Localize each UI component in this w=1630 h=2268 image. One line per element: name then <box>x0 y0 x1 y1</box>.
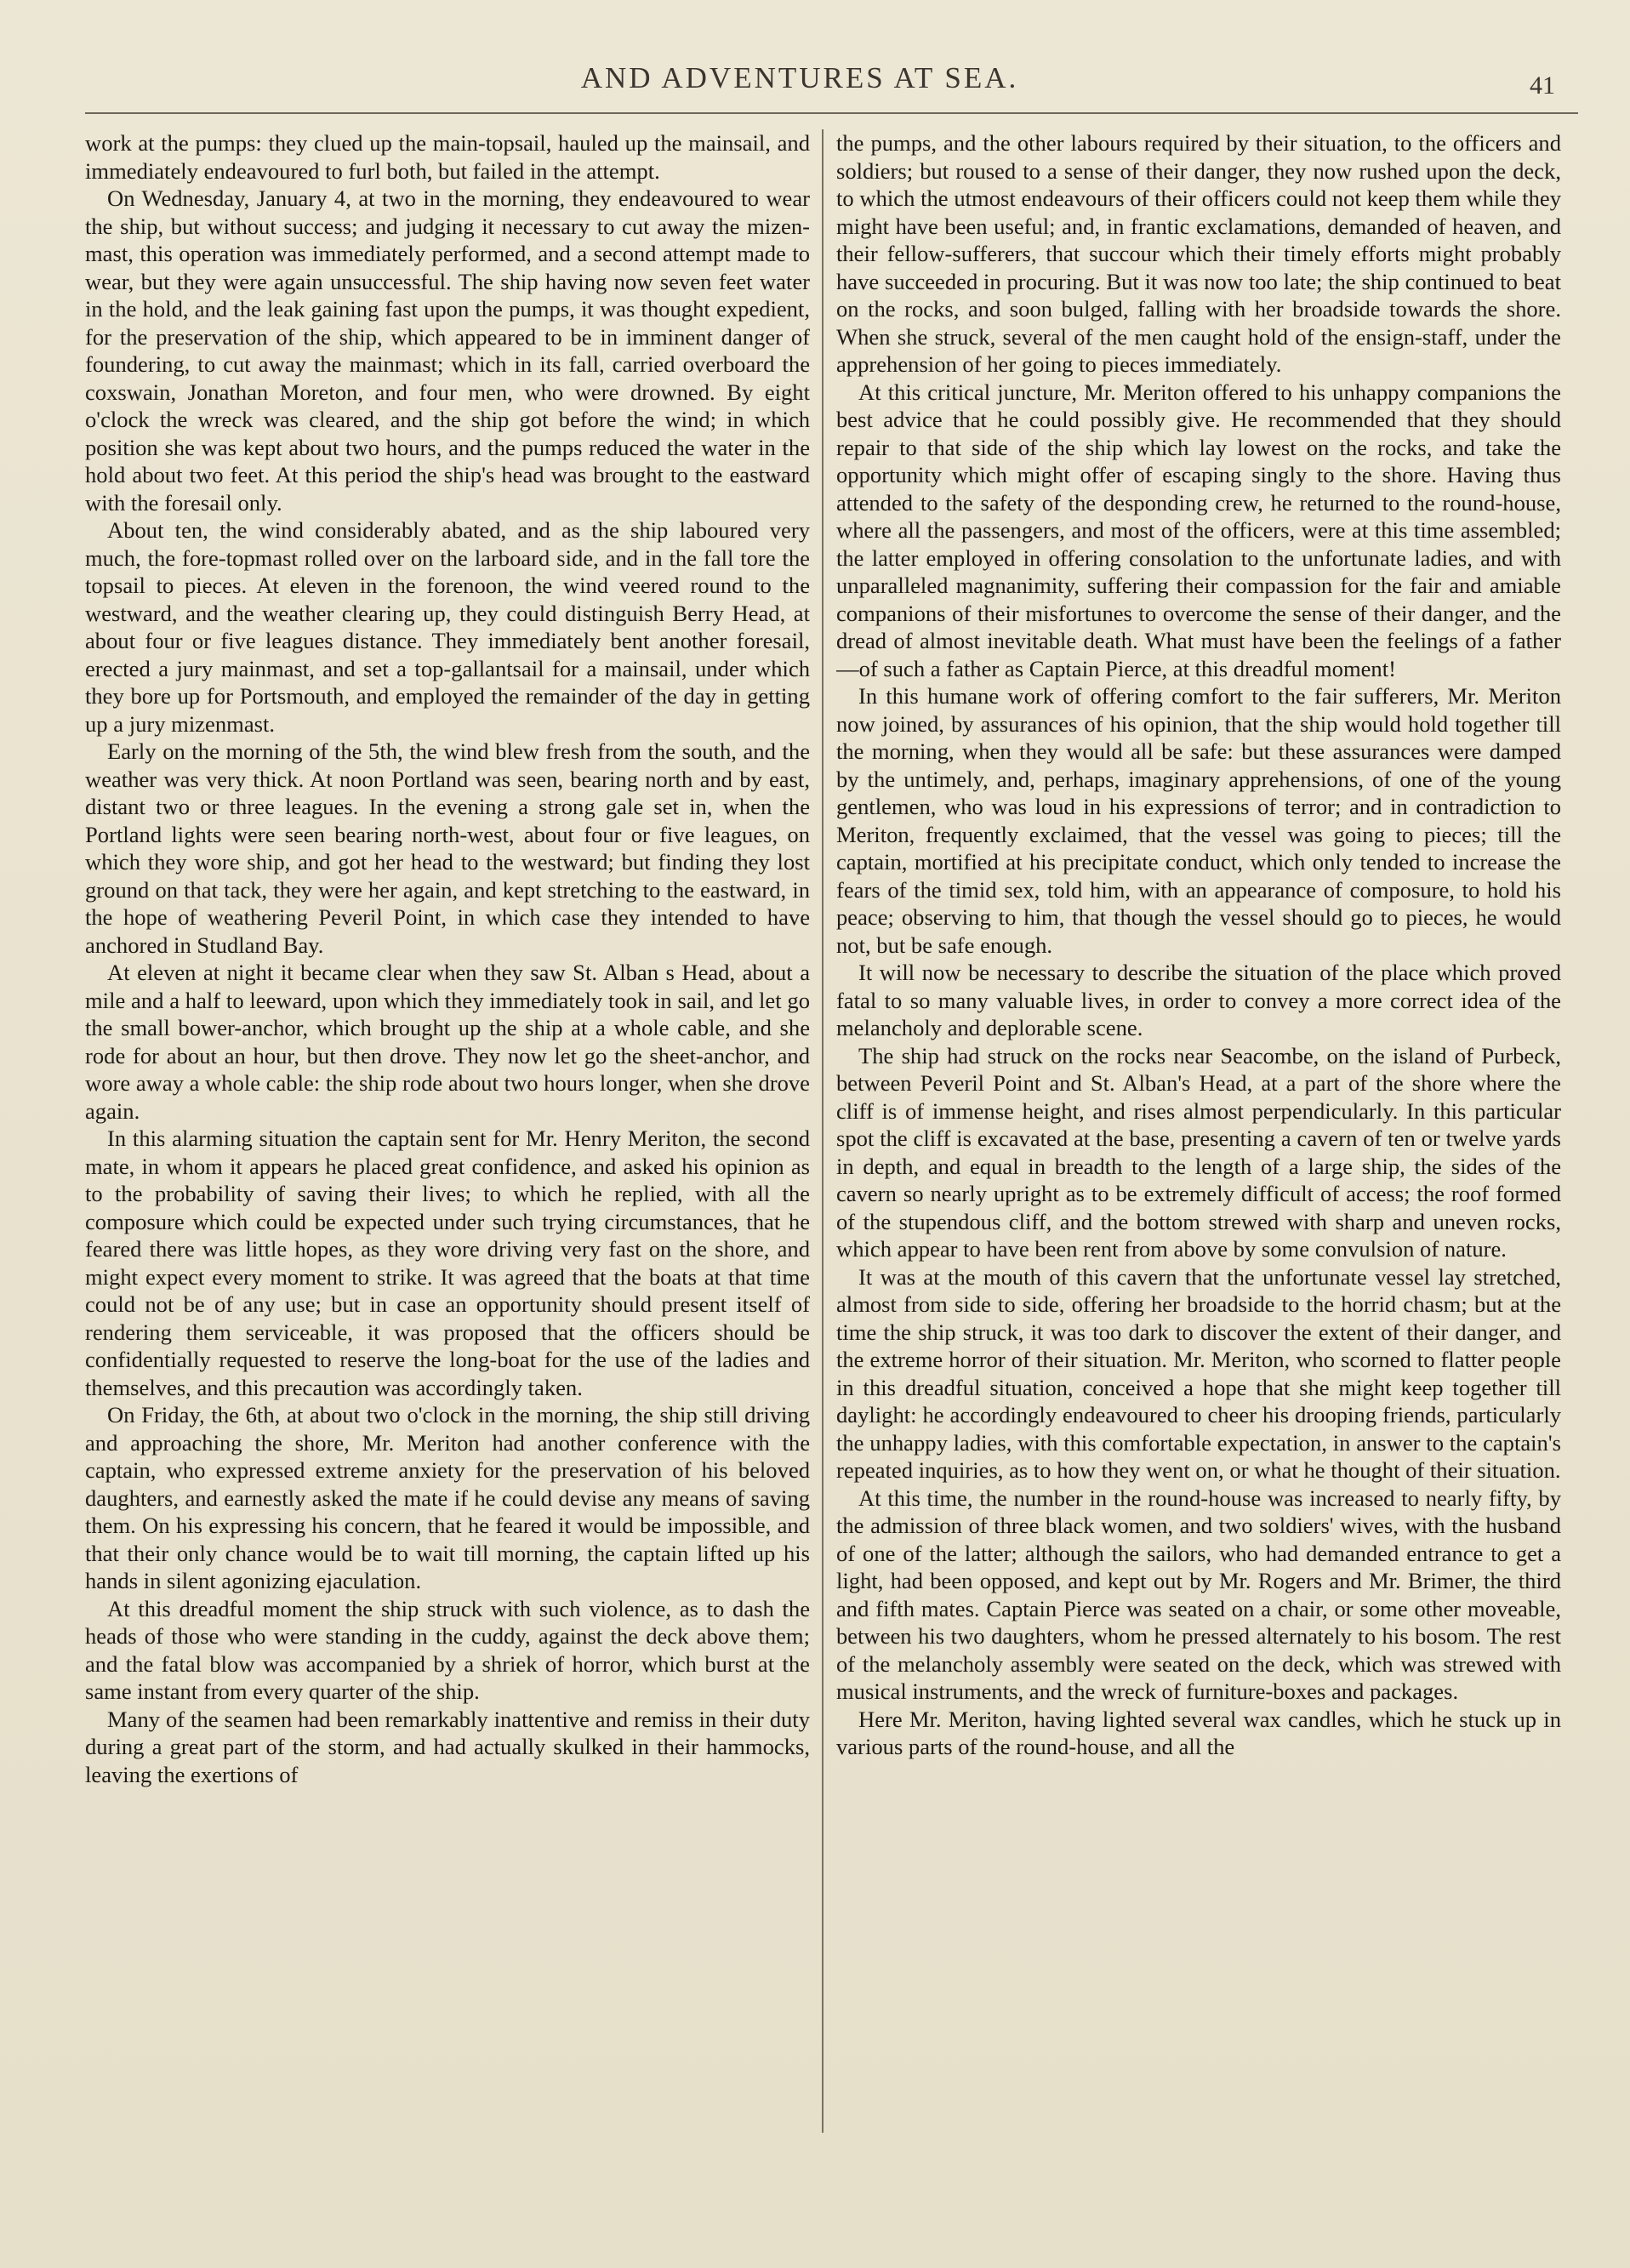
paragraph: work at the pumps: they clued up the main-topsail, hauled up the mainsail, and immediately endeavoured to furl both, but failed in the attempt. <box>85 130 810 184</box>
left-column <box>85 129 810 2137</box>
paragraph: At this critical juncture, Mr. Meriton offered to his unhappy companions the best advice that he could possibly give. He recommended that they should repair to that side of the ship which lay lowest on the rocks, and take the opportunity which might offer of escaping singly to the shore. Having thus attended to the safety of the desponding crew, he returned to the round-house, where all the passengers, and most of the officers, were at this time assembled; the latter employed in offering consolation to the unfortunate ladies, and with unparalleled magnanimity, suffering their compassion for the fair and amiable companions of their misfortunes to overcome the sense of their danger, and the dread of almost inevitable death. What must have been the feelings of a father—of such a father as Captain Pierce, at this dreadful moment! <box>836 379 1561 681</box>
paragraph: In this alarming situation the captain sent for Mr. Henry Meriton, the second mate, in whom it appears he placed great confidence, and asked his opinion as to the probability of saving their lives; to which he replied, with all the composure which could be expected under such trying circumstances, that he feared there was little hopes, as they wore driving very fast on the shore, and might expect every moment to strike. It was agreed that the boats at that time could not be of any use; but in case an opportunity should present itself of rendering them serviceable, it was proposed that the officers should be confidentially requested to reserve the long-boat for the use of the ladies and themselves, and this precaution was accordingly taken. <box>85 1125 810 1400</box>
right-column <box>836 129 1561 2137</box>
paragraph: About ten, the wind considerably abated, and as the ship laboured very much, the fore-topmast rolled over on the larboard side, and in the fall tore the topsail to pieces. At eleven in the forenoon, the wind veered round to the westward, and the weather clearing up, they could distinguish Berry Head, at about four or five leagues distance. They immediately bent another foresail, erected a jury mainmast, and set a top-gallantsail for a mainsail, under which they bore up for Portsmouth, and employed the remainder of the day in getting up a jury mizenmast. <box>85 517 810 737</box>
paragraph: The ship had struck on the rocks near Seacombe, on the island of Purbeck, between Peveril Point and St. Alban's Head, at a part of the shore where the cliff is of immense height, and rises almost perpendicularly. In this particular spot the cliff is excavated at the base, presenting a cavern of ten or twelve yards in depth, and equal in breadth to the length of a large ship, the sides of the cavern so nearly upright as to be extremely difficult of access; the roof formed of the stupendous cliff, and the bottom strewed with sharp and uneven rocks, which appear to have been rent from above by some convulsion of nature. <box>836 1042 1561 1262</box>
paragraph: At this time, the number in the round-house was increased to nearly fifty, by the admission of three black women, and two soldiers' wives, with the husband of one of the latter; although the sailors, who had demanded entrance to get a light, had been opposed, and kept out by Mr. Rogers and Mr. Brimer, the third and fifth mates. Captain Pierce was seated on a chair, or some other moveable, between his two daughters, whom he pressed alternately to his bosom. The rest of the melancholy assembly were seated on the deck, which was strewed with musical instruments, and the wreck of furniture-boxes and packages. <box>836 1484 1561 1704</box>
column-divider <box>822 129 824 2133</box>
paragraph: It will now be necessary to describe the situation of the place which proved fatal to so many valuable lives, in order to convey a more correct idea of the melancholy and deplorable scene. <box>836 960 1561 1040</box>
paragraph: On Wednesday, January 4, at two in the morning, they endeavoured to wear the ship, but without success; and judging it necessary to cut away the mizen-mast, this operation was immediately performed, and a second attempt made to wear, but they were again unsuccessful. The ship having now seven feet water in the hold, and the leak gaining fast upon the pumps, it was thought expedient, for the preservation of the ship, which appeared to be in imminent danger of foundering, to cut away the mainmast; which in its fall, carried overboard the coxswain, Jonathan Moreton, and four men, who were drowned. By eight o'clock the wreck was cleared, and the ship got before the wind; in which position she was kept about two hours, and the pumps reduced the water in the hold about two feet. At this period the ship's head was brought to the eastward with the foresail only. <box>85 185 810 516</box>
paragraph: At eleven at night it became clear when they saw St. Alban s Head, about a mile and a half to leeward, upon which they immediately took in sail, and let go the small bower-anchor, which brought up the ship at a whole cable, and she rode for about an hour, but then drove. They now let go the sheet-anchor, and wore away a whole cable: the ship rode about two hours longer, when she drove again. <box>85 960 810 1124</box>
paragraph: Here Mr. Meriton, having lighted several wax candles, which he stuck up in various parts of the round-house, and all the <box>836 1706 1561 1759</box>
running-title: AND ADVENTURES AT SEA. <box>580 61 1019 94</box>
paragraph: the pumps, and the other labours required by their situation, to the officers and soldiers; but roused to a sense of their danger, they now rushed upon the deck, to which the utmost endeavours of their officers could not keep them while they might have been useful; and, in frantic exclamations, demanded of heaven, and their fellow-sufferers, that succour which their timely efforts might probably have succeeded in procuring. But it was now too late; the ship continued to beat on the rocks, and soon bulged, falling with her broadside towards the shore. When she struck, several of the men caught hold of the ensign-staff, under the apprehension of her going to pieces immediately. <box>836 130 1561 377</box>
page-number: 41 <box>1530 71 1555 100</box>
paragraph: It was at the mouth of this cavern that the unfortunate vessel lay stretched, almost from side to side, offering her broadside to the horrid chasm; but at the time the ship struck, it was too dark to discover the extent of their danger, and the extreme horror of their situation. Mr. Meriton, who scorned to flatter people in this dreadful situation, conceived a hope that she might keep together till daylight: he accordingly endeavoured to cheer his drooping friends, particularly the unhappy ladies, with this comfortable expectation, in answer to the captain's repeated inquiries, as to how they went on, or what he thought of their situation. <box>836 1263 1561 1483</box>
paragraph: At this dreadful moment the ship struck with such violence, as to dash the heads of those who were standing in the cuddy, against the deck above them; and the fatal blow was accompanied by a shriek of horror, which burst at the same instant from every quarter of the ship. <box>85 1595 810 1704</box>
paragraph: Early on the morning of the 5th, the wind blew fresh from the south, and the weather was very thick. At noon Portland was seen, bearing north and by east, distant two or three leagues. In the evening a strong gale set in, when the Portland lights were seen bearing north-west, about four or five leagues, on which they wore ship, and got her head to the westward; but finding they lost ground on that tack, they were her again, and kept stretching to the eastward, in the hope of weathering Peveril Point, in which case they intended to have anchored in Studland Bay. <box>85 738 810 958</box>
header-rule <box>85 112 1578 114</box>
paragraph: Many of the seamen had been remarkably inattentive and remiss in their duty during a great part of the storm, and had actually skulked in their hammocks, leaving the exertions of <box>85 1706 810 1787</box>
paragraph: In this humane work of offering comfort to the fair sufferers, Mr. Meriton now joined, by assurances of his opinion, that the ship would hold together till the morning, when they would all be safe: but these assurances were damped by the untimely, and, perhaps, imaginary apprehensions, of one of the young gentlemen, who was loud in his expressions of terror; and in contradiction to Meriton, frequently exclaimed, that the vessel was going to pieces; till the captain, mortified at his precipitate conduct, which only tended to increase the fears of the timid sex, told him, with an appearance of composure, to hold his peace; observing to him, that though the vessel should go to pieces, he would not, but be safe enough. <box>836 683 1561 958</box>
paragraph: On Friday, the 6th, at about two o'clock in the morning, the ship still driving and approaching the shore, Mr. Meriton had another conference with the captain, who expressed extreme anxiety for the preservation of his beloved daughters, and earnestly asked the mate if he could devise any means of saving them. On his expressing his concern, that he feared it would be impossible, and that their only chance would be to wait till morning, the captain lifted up his hands in silent agonizing ejaculation. <box>85 1402 810 1593</box>
